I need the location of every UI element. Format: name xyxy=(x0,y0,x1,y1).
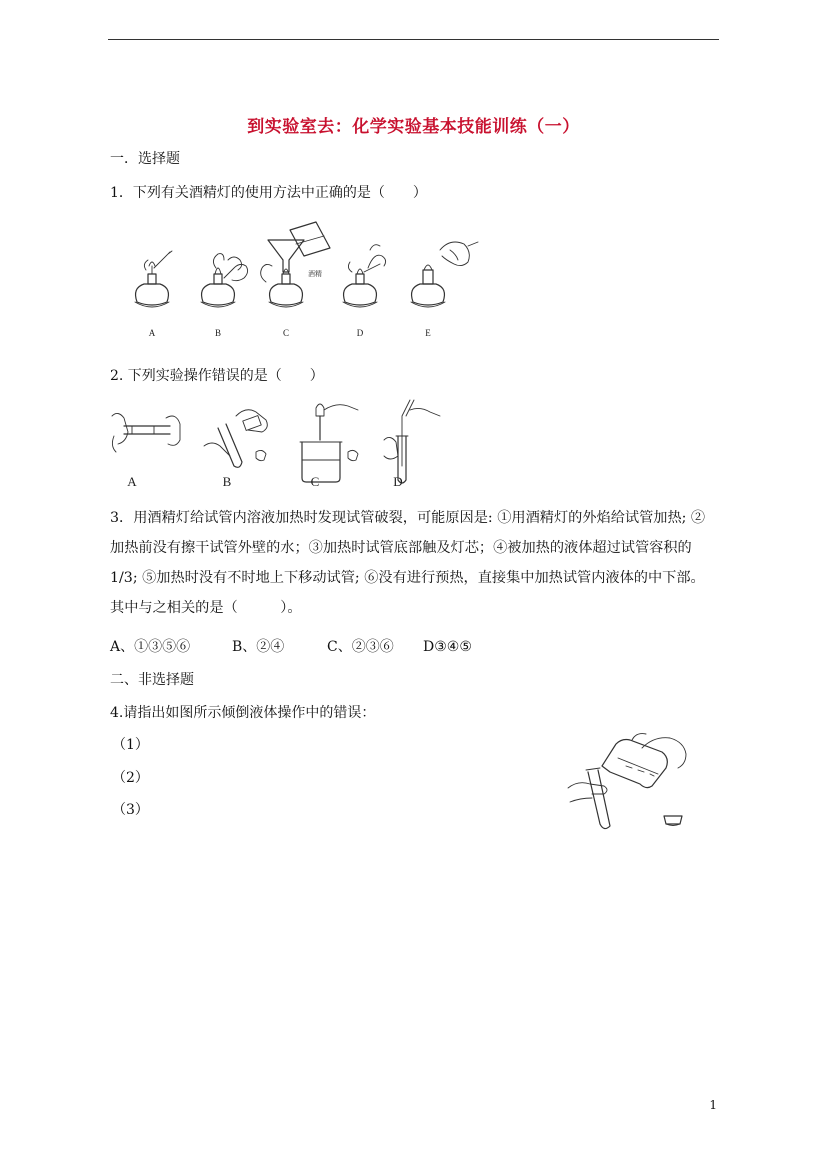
question-3-option-d: D③④⑤ xyxy=(423,639,472,655)
lamp-b-drawing xyxy=(201,254,248,307)
funnel-label-alcohol: 酒精 xyxy=(308,271,322,278)
fig1-label-e: E xyxy=(425,328,431,338)
question-3-option-b: B、②④ xyxy=(232,639,285,655)
operation-a-drawing xyxy=(112,413,180,452)
question-4-figure xyxy=(566,728,696,832)
question-4-stem: 4.请指出如图所示倾倒液体操作中的错误： xyxy=(110,705,376,721)
document-title: 到实验室去：化学实验基本技能训练（一） xyxy=(247,117,580,137)
question-4-blank-3: （3） xyxy=(112,802,149,818)
question-1-figure xyxy=(120,222,490,342)
question-4-blank-1: （1） xyxy=(112,737,149,753)
header-rule xyxy=(108,39,719,40)
lamp-c-drawing xyxy=(261,222,330,307)
fig2-label-b: B xyxy=(222,474,232,489)
fig2-label-c: C xyxy=(310,474,320,489)
operation-d-drawing xyxy=(384,400,440,483)
fig2-label-a: A xyxy=(127,474,137,489)
section-heading-choice: 一．选择题 xyxy=(110,151,180,167)
operation-b-drawing xyxy=(204,410,267,468)
question-3-stem xyxy=(110,503,722,623)
question-3-line-1: 3．用酒精灯给试管内溶液加热时发现试管破裂，可能原因是: ①用酒精灯的外焰给试管加热; ② xyxy=(110,510,706,526)
fig1-label-d: D xyxy=(356,328,364,338)
question-3-line-4: 其中与之相关的是（ ）。 xyxy=(110,600,302,616)
fig1-label-b: B xyxy=(214,328,222,338)
question-3-line-3: 1/3; ⑤加热时没有不时地上下移动试管; ⑥没有进行预热，直接集中加热试管内液体的中下部。 xyxy=(110,570,705,586)
fig1-label-a: A xyxy=(148,328,156,338)
operation-c-drawing xyxy=(300,404,358,482)
fig1-label-c: C xyxy=(282,328,290,338)
page-number: 1 xyxy=(709,1098,717,1112)
question-4-blank-2: （2） xyxy=(112,770,149,786)
question-2-stem: 2. 下列实验操作错误的是（ ） xyxy=(110,368,324,384)
question-1-stem: 1．下列有关酒精灯的使用方法中正确的是（ ） xyxy=(110,185,427,201)
lamp-a-drawing xyxy=(135,251,172,307)
question-3-option-c: C、②③⑥ xyxy=(327,639,394,655)
lamp-e-drawing xyxy=(411,242,478,307)
section-heading-nonchoice: 二、非选择题 xyxy=(110,672,194,688)
question-3-line-2: 加热前没有擦干试管外壁的水；③加热时试管底部触及灯芯；④被加热的液体超过试管容积的 xyxy=(110,540,692,556)
question-2-figure xyxy=(110,396,450,492)
question-3-option-a: A、①③⑤⑥ xyxy=(110,639,191,655)
lamp-d-drawing xyxy=(343,245,386,307)
fig2-label-d: D xyxy=(393,474,403,489)
